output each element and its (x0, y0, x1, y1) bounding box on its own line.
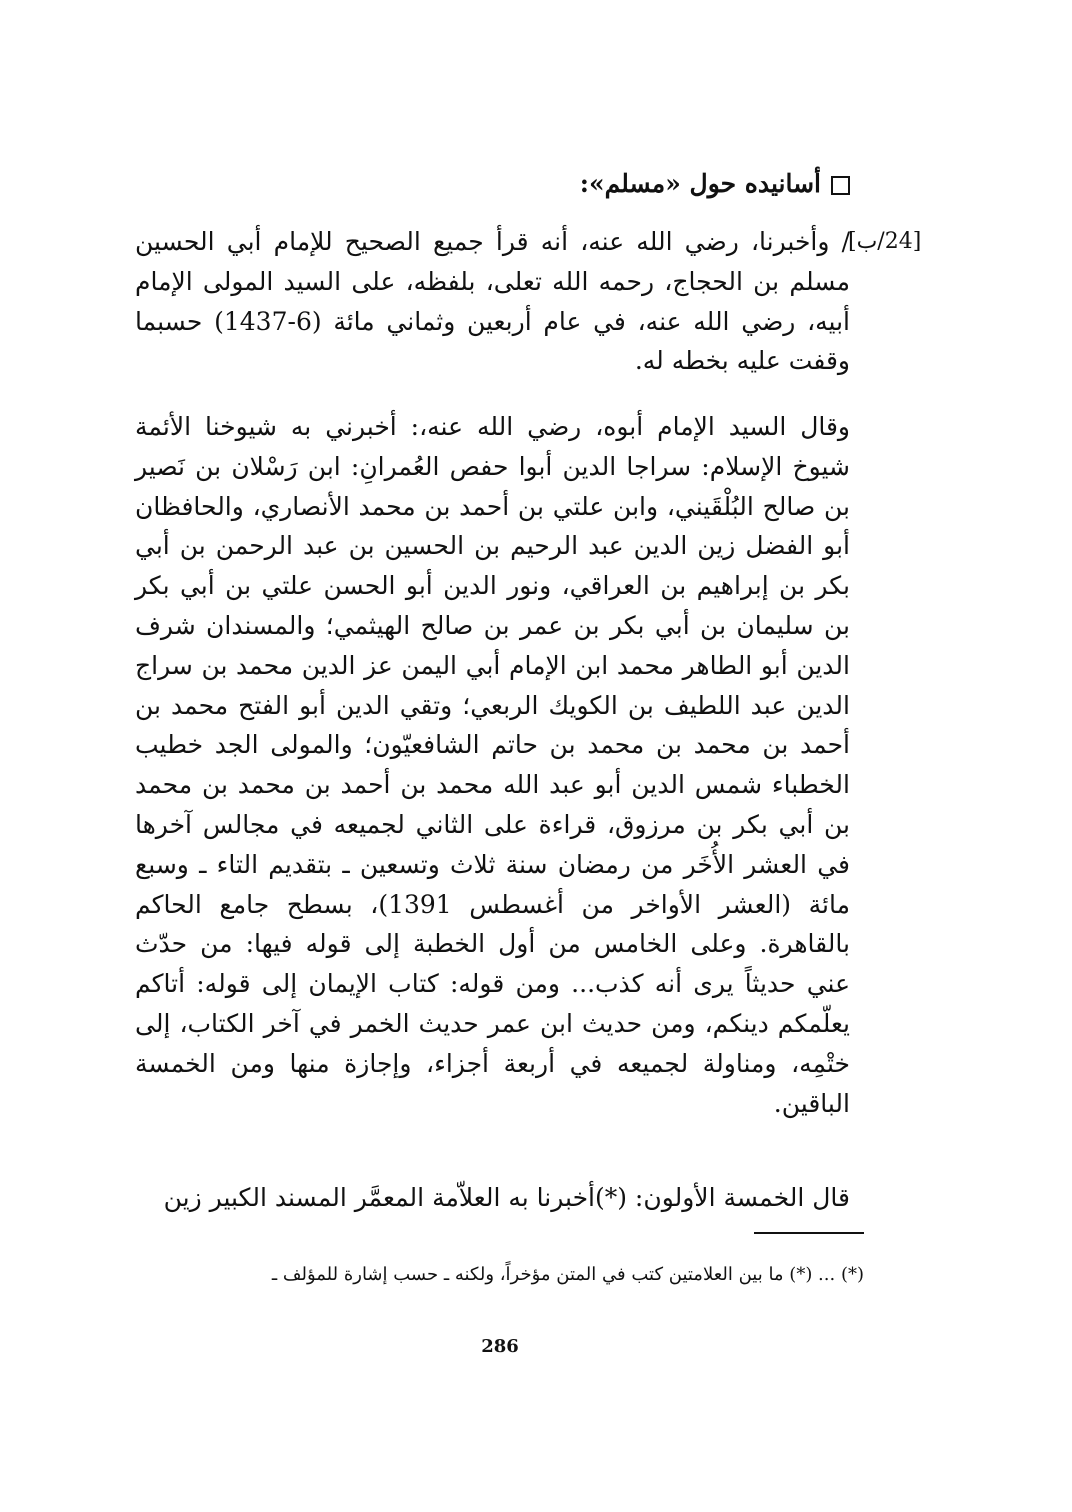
page-number: 286 (481, 1336, 519, 1357)
section-heading-text: أسانيده حول «مسلم»: (579, 169, 821, 198)
footnote-divider (754, 1232, 864, 1234)
footnote: (*) ... (*) ما بين العلامتين كتب في المتن مؤخراً، ولكنه ـ حسب إشارة للمؤلف ـ (271, 1264, 864, 1285)
paragraph-3: قال الخمسة الأولون: (*)أخبرنا به العلاّمة المعمَّر المسند الكبير زين (163, 1183, 850, 1212)
section-heading (135, 168, 850, 200)
paragraph-2: وقال السيد الإمام أبوه، رضي الله عنه،: أخبرني به شيوخنا الأئمة شيوخ الإسلام: سراجا الدين أبوا حفص العُمرانِ: ابن رَسْلان بن نَصير بن صالح البُلْقَيني، وابن علتي بن أحمد بن محمد الأنصاري، والحافظان أبو الفضل زين الدين عبد الرحيم بن الحسين بن عبد الرحمن بن أبي بكر بن إبراهيم بن العراقي، ونور الدين أبو الحسن علتي بن أبي بكر بن سليمان بن أبي بكر بن عمر بن صالح الهيثمي؛ والمسندان شرف الدين أبو الطاهر محمد ابن الإمام أبي اليمن عز الدين محمد بن سراج الدين عبد اللطيف بن الكويك الربعي؛ وتقي الدين أبو الفتح محمد بن أحمد بن محمد بن محمد بن حاتم الشافعيّون؛ والمولى الجد خطيب الخطباء شمس الدين أبو عبد الله محمد بن أحمد بن محمد بن محمد بن أبي بكر بن مرزوق، قراءة على الثاني لجميعه في مجالس آخرها في العشر الأُخَر من رمضان سنة ثلاث وتسعين ـ بتقديم التاء ـ وسبع مائة (العشر الأواخر من أغسطس 1391)، بسطح جامع الحاكم بالقاهرة. وعلى الخامس من أول الخطبة إلى قوله فيها: من حدّث عني حديثاً يرى أنه كذب... ومن قوله: كتاب الإيمان إلى قوله: أتاكم يعلّمكم دينكم، ومن حديث ابن عمر حديث الخمر في آخر الكتاب، إلى ختْمِه، ومناولة لجميعه في أربعة أجزاء، وإجازة منها ومن الخمسة الباقين. (135, 412, 850, 1118)
square-bullet-icon (831, 176, 850, 195)
paragraph-1: / وأخبرنا، رضي الله عنه، أنه قرأ جميع الصحيح للإمام أبي الحسين مسلم بن الحجاج، رحمه الله تعلى، بلفظه، على السيد المولى الإمام أبيه، رضي الله عنه، في عام أربعين وثماني مائة (6-1437) حسبما وقفت عليه بخطه له. (135, 227, 851, 376)
margin-folio-reference: [24/ب] (848, 229, 922, 254)
